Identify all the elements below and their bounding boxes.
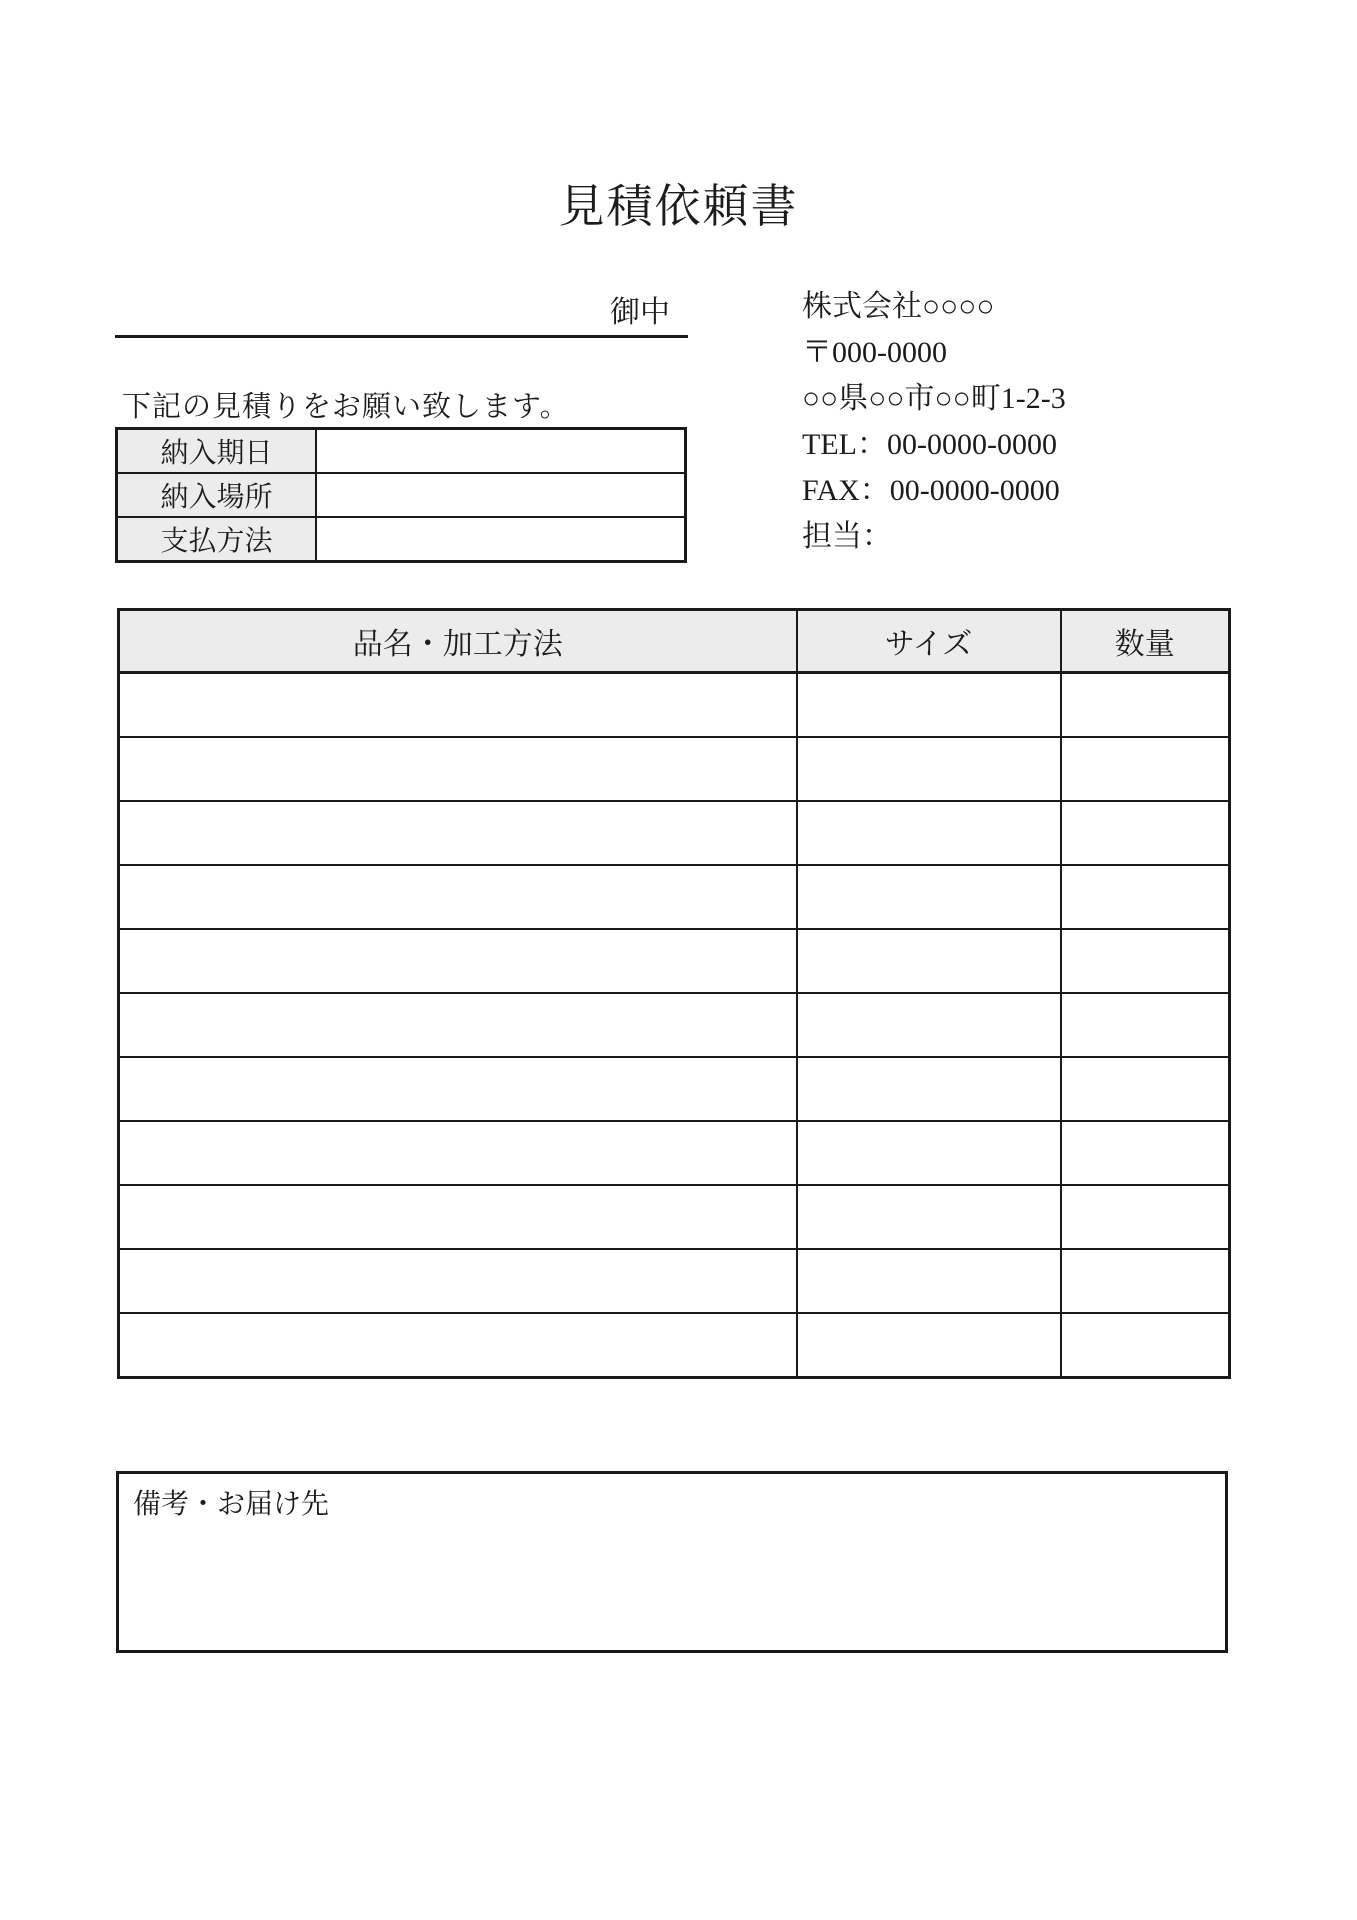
items-cell[interactable] (1061, 1057, 1230, 1121)
recipient-honorific: 御中 (610, 296, 670, 329)
items-cell[interactable] (1061, 1185, 1230, 1249)
items-row (119, 737, 1230, 801)
items-row (119, 993, 1230, 1057)
items-header-size: サイズ (797, 610, 1061, 673)
remarks-field[interactable] (116, 1471, 1228, 1653)
items-cell[interactable] (797, 1313, 1061, 1378)
items-cell[interactable] (1061, 993, 1230, 1057)
sender-fax: FAX：00-0000-0000 (802, 474, 1060, 507)
items-cell[interactable] (119, 929, 797, 993)
terms-label-delivery-place: 納入場所 (117, 473, 317, 517)
items-cell[interactable] (1061, 1249, 1230, 1313)
items-cell[interactable] (1061, 737, 1230, 801)
items-row (119, 1185, 1230, 1249)
items-header-quantity: 数量 (1061, 610, 1230, 673)
items-row (119, 929, 1230, 993)
items-cell[interactable] (797, 1249, 1061, 1313)
items-table-body (119, 673, 1230, 1378)
items-cell[interactable] (119, 801, 797, 865)
items-cell[interactable] (797, 865, 1061, 929)
items-cell[interactable] (119, 673, 797, 738)
items-cell[interactable] (1061, 673, 1230, 738)
items-row (119, 1121, 1230, 1185)
terms-table (115, 427, 687, 563)
items-cell[interactable] (119, 1057, 797, 1121)
items-row (119, 801, 1230, 865)
items-cell[interactable] (119, 1121, 797, 1185)
items-header-row (119, 610, 1230, 673)
terms-label-delivery-date: 納入期日 (117, 429, 317, 474)
items-row (119, 1313, 1230, 1378)
document-title: 見積依頼書 (558, 181, 799, 232)
items-cell[interactable] (797, 1185, 1061, 1249)
terms-value-delivery-date[interactable] (316, 429, 686, 474)
sender-info (802, 284, 1066, 560)
sender-postal-code: 〒000-0000 (802, 336, 947, 369)
items-row (119, 673, 1230, 738)
items-cell[interactable] (119, 1185, 797, 1249)
items-cell[interactable] (1061, 801, 1230, 865)
sender-company: 株式会社○○○○ (802, 290, 995, 323)
items-cell[interactable] (119, 865, 797, 929)
terms-label-payment-method: 支払方法 (117, 517, 317, 562)
items-row (119, 1057, 1230, 1121)
items-cell[interactable] (797, 929, 1061, 993)
items-cell[interactable] (797, 1121, 1061, 1185)
terms-row-delivery-place (117, 473, 686, 517)
items-cell[interactable] (797, 737, 1061, 801)
items-cell[interactable] (119, 1313, 797, 1378)
items-cell[interactable] (119, 1249, 797, 1313)
items-cell[interactable] (1061, 1121, 1230, 1185)
items-table (117, 608, 1231, 1379)
items-cell[interactable] (1061, 1313, 1230, 1378)
items-cell[interactable] (797, 1057, 1061, 1121)
items-cell[interactable] (119, 737, 797, 801)
terms-value-delivery-place[interactable] (316, 473, 686, 517)
sender-tel: TEL：00-0000-0000 (802, 428, 1057, 461)
recipient-name-field[interactable] (115, 292, 688, 338)
items-cell[interactable] (119, 993, 797, 1057)
items-header-item-name: 品名・加工方法 (119, 610, 797, 673)
items-cell[interactable] (1061, 929, 1230, 993)
terms-row-payment-method (117, 517, 686, 562)
request-note: 下記の見積りをお願い致します。 (122, 391, 570, 423)
sender-address: ○○県○○市○○町1-2-3 (802, 382, 1066, 415)
terms-row-delivery-date (117, 429, 686, 474)
terms-value-payment-method[interactable] (316, 517, 686, 562)
remarks-label: 備考・お届け先 (133, 1489, 330, 1520)
sender-contact: 担当： (802, 520, 892, 553)
items-row (119, 1249, 1230, 1313)
items-row (119, 865, 1230, 929)
items-cell[interactable] (797, 993, 1061, 1057)
items-cell[interactable] (797, 673, 1061, 738)
items-cell[interactable] (797, 801, 1061, 865)
items-cell[interactable] (1061, 865, 1230, 929)
